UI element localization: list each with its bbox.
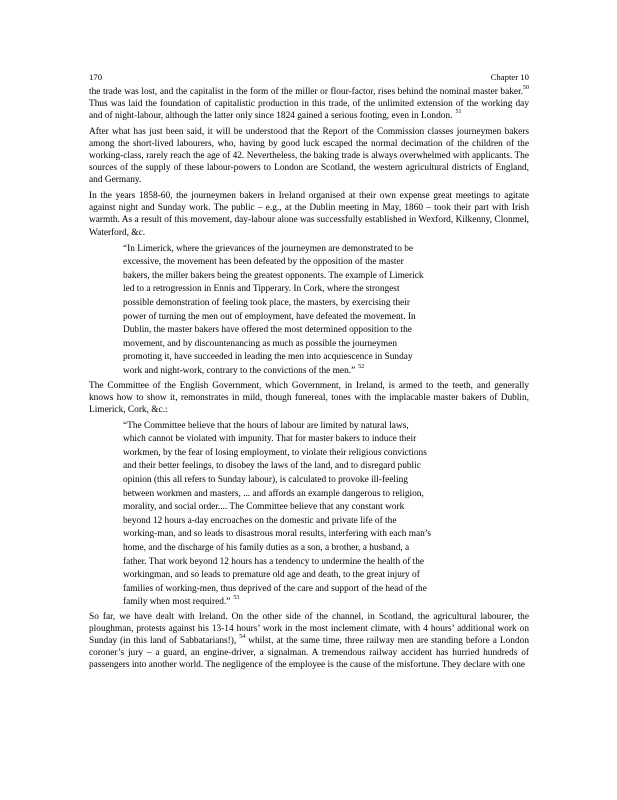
paragraph-1 [89, 86, 529, 122]
quote-last-text: family when most required.” [123, 597, 231, 608]
quote-line: families of working-men, thus deprived of the care and support of the head of the [123, 583, 427, 594]
paragraph-1-text-cont: Thus was laid the foundation of capitalistic production in this trade, of the unlimited extension of the working day and of night-labour, although the latter only since 1824 gained a serious footing, even in London. [89, 99, 529, 122]
quote-line: opinion (this all refers to Sunday labour), is calculated to provoke ill-feeling [123, 475, 408, 486]
paragraph-2: After what has just been said, it will be understood that the Report of the Commission classes journeymen bakers among the short-lived labourers, who, having by good luck escaped the normal decimation of the children of the working-class, rarely reach the age of 42. Nevertheless, the baking trade is always overwhelmed with applicants. The sources of the supply of these labour-powers to London are Scotland, the western agricultural districts of England, and Germany. [89, 127, 529, 186]
quote-line: father. That work beyond 12 hours has a tendency to undermine the health of the [123, 556, 425, 567]
paragraph-1-text: the trade was lost, and the capitalist in the form of the miller or flour-factor, rises behind the nominal master baker. [89, 87, 523, 97]
footnote-ref-51: 51 [455, 108, 462, 115]
footnote-ref-50: 50 [523, 84, 529, 91]
quote-line: “The Committee believe that the hours of labour are limited by natural laws, [123, 420, 409, 431]
paragraph-5 [89, 611, 529, 671]
paragraph-4: The Committee of the English Government, which Government, in Ireland, is armed to the teeth, and generally knows how to show it, remonstrates in mild, though funereal, tones with the implacable master bakers of Dublin, Limerick, Cork, &c.: [89, 380, 529, 415]
block-quote-1 [123, 243, 473, 379]
quote-line: workmen, by the fear of losing employment, to violate their religious convictions [123, 447, 427, 458]
quote-line: working-man, and so leads to disastrous moral results, interfering with each man’s [123, 529, 432, 540]
paragraph-5-text: So far, we have dealt with Ireland. On the other side of the channel, in Scotland, the agricultural labourer, the ploughman, protests against his 13-14 hours’ work in the most inclement climate, with 4 hours’ additional work on Sunday (in this land of Sabbatarians!), [89, 611, 529, 647]
quote-line: between workmen and masters, ... and affords an example dangerous to religion, [123, 488, 424, 499]
page-number: 170 [89, 72, 103, 82]
paragraph-5-text-cont: whilst, at the same time, three railway men are standing before a London coroner’s jury – a guard, an engine-driver, a signalman. A tremendous railway accident has hurried hundreds of passengers into another world. The negligence of the employee is the cause of the misfortune. They declare with one [89, 636, 529, 671]
quote-line: excessive, the movement has been defeated by the opposition of the master [123, 257, 404, 268]
page-header [89, 72, 529, 83]
quote-line: morality, and social order.... The Committee believe that any constant work [123, 502, 405, 513]
quote-line: led to a retrogression in Ennis and Tipperary. In Cork, where the strongest [123, 284, 400, 295]
quote-line: promoting it, have succeeded in leading the men into acquiescence in Sunday [123, 352, 413, 363]
paragraph-3: In the years 1858-60, the journeymen bakers in Ireland organised at their own expense great meetings to agitate against night and Sunday work. The public – e.g., at the Dublin meeting in May, 1860 – took their part with Irish warmth. As a result of this movement, day-labour alone was successfully established in Wexford, Kilkenny, Clonmel, Waterford, &c. [89, 191, 529, 238]
quote-last-text: work and night-work, contrary to the convictions of the men.” [123, 365, 356, 376]
quote-line: movement, and by discountenancing as much as possible the journeymen [123, 338, 398, 349]
quote-line: bakers, the miller bakers being the greatest opponents. The example of Limerick [123, 270, 424, 281]
quote-line: Dublin, the master bakers have offered the most determined opposition to the [123, 325, 412, 336]
quote-line: workingman, and so leads to premature old age and death, to the great injury of [123, 570, 420, 581]
quote-line: power of turning the men out of employment, have defeated the movement. In [123, 311, 416, 322]
chapter-title: Chapter 10 [490, 72, 529, 82]
footnote-ref-54: 54 [239, 633, 246, 640]
footnote-ref-53: 53 [233, 595, 240, 602]
block-quote-2 [123, 420, 473, 610]
quote-line-last [123, 596, 473, 610]
quote-line-last [123, 365, 473, 379]
quote-line: “In Limerick, where the grievances of the journeymen are demonstrated to be [123, 243, 414, 254]
quote-line: which cannot be violated with impunity. That for master bakers to induce their [123, 434, 417, 445]
footnote-ref-52: 52 [358, 363, 365, 370]
quote-line: possible demonstration of feeling took place, the masters, by exercising their [123, 297, 410, 308]
quote-line: and their better feelings, to disobey the laws of the land, and to disregard public [123, 461, 421, 472]
quote-line: beyond 12 hours a-day encroaches on the domestic and private life of the [123, 515, 397, 526]
page [89, 72, 529, 675]
quote-line: home, and the discharge of his family duties as a son, a brother, a husband, a [123, 542, 410, 553]
